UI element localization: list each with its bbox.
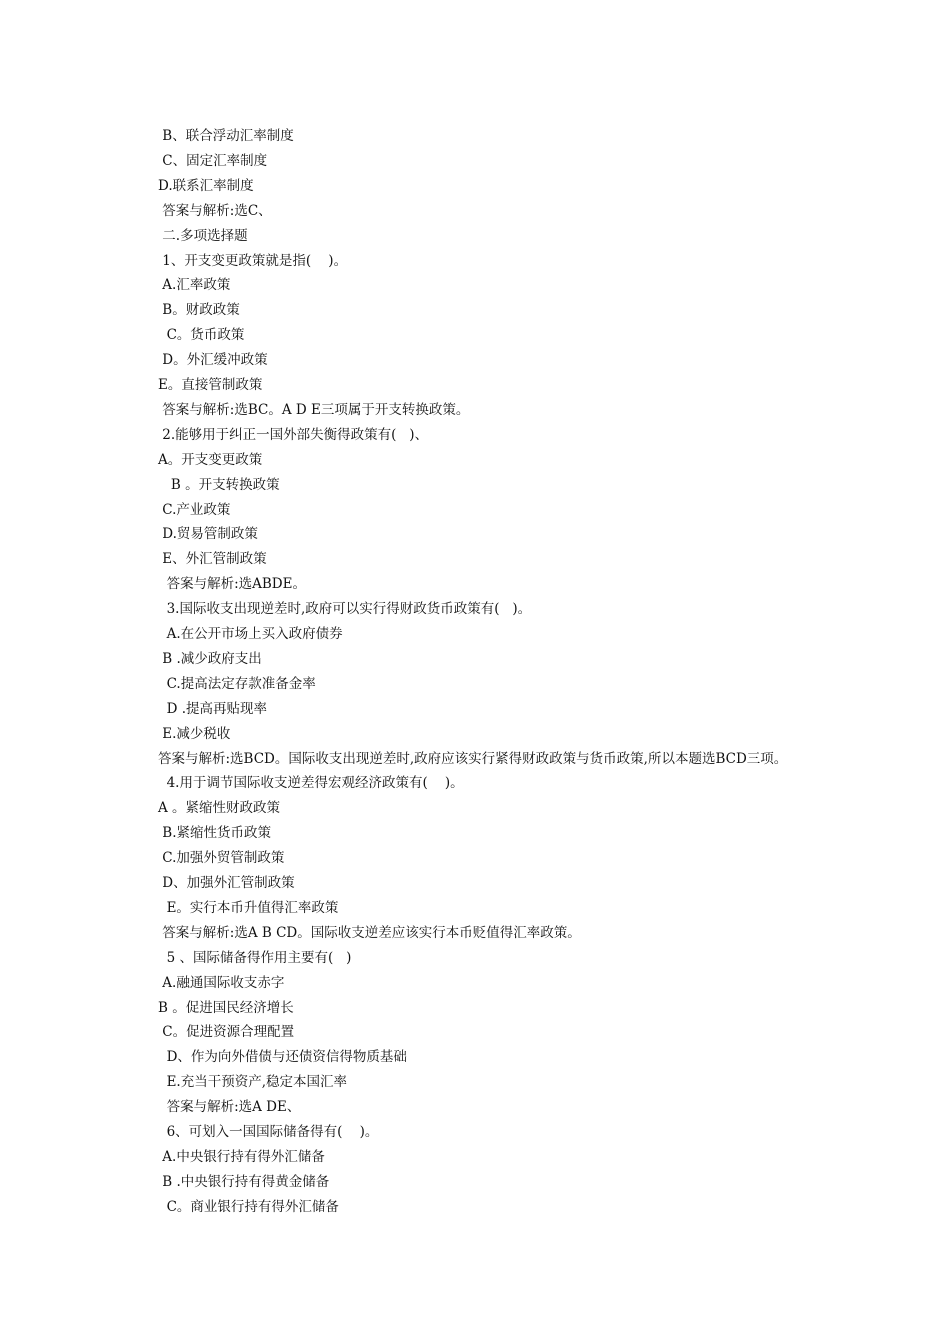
text-line: 答案与解析:选A B CD。国际收支逆差应该实行本币贬值得汇率政策。 [158,924,581,941]
text-line: A.中央银行持有得外汇储备 [158,1148,325,1165]
text-line: A.在公开市场上买入政府债券 [158,626,343,642]
text-line: C.加强外贸管制政策 [158,850,285,867]
text-line: D。外汇缓冲政策 [158,352,268,369]
text-line: C.提高法定存款准备金率 [158,675,316,692]
text-line: 3.国际收支出现逆差时,政府可以实行得财政货币政策有( )。 [158,601,532,618]
text-line: B。财政政策 [158,302,240,319]
text-line: A.汇率政策 [158,277,231,294]
text-line: E.减少税收 [158,725,231,742]
text-line: E。实行本币升值得汇率政策 [158,899,339,916]
text-line: 4.用于调节国际收支逆差得宏观经济政策有( )。 [158,775,464,792]
text-line: B .中央银行持有得黄金储备 [158,1173,330,1190]
text-line: 6、可划入一国国际储备得有( )。 [158,1124,379,1140]
text-line: B 。促进国民经济增长 [158,999,294,1016]
text-line: 答案与解析:选BC。A D E三项属于开支转换政策。 [158,401,470,418]
text-line: D、作为向外借债与还债资信得物质基础 [158,1049,407,1066]
text-line: D.贸易管制政策 [158,526,258,543]
text-line: E。直接管制政策 [158,377,263,393]
text-line: A.融通国际收支赤字 [158,974,285,991]
text-line: 5 、国际储备得作用主要有( ) [158,949,352,966]
text-line: 答案与解析:选ABDE。 [158,576,306,593]
text-line: A。开支变更政策 [158,451,263,468]
text-line: B 。开支转换政策 [158,476,280,493]
text-line: C。商业银行持有得外汇储备 [158,1198,339,1215]
text-line: 答案与解析:选C、 [158,202,272,219]
text-line: C。货币政策 [158,327,245,344]
text-line: E、外汇管制政策 [158,551,267,568]
text-line: C、固定汇率制度 [158,152,268,169]
text-line: 1、开支变更政策就是指( )。 [158,252,348,269]
text-line: A 。紧缩性财政政策 [158,800,281,817]
text-line: C.产业政策 [158,501,231,518]
text-line: D .提高再贴现率 [158,700,267,717]
text-line: 答案与解析:选A DE、 [158,1099,301,1116]
text-line: D、加强外汇管制政策 [158,875,295,891]
text-line: E.充当干预资产,稳定本国汇率 [158,1074,348,1091]
text-line: B .减少政府支出 [158,650,262,667]
text-line: B、联合浮动汇率制度 [158,128,294,144]
text-line: C。促进资源合理配置 [158,1024,295,1041]
text-line: 2.能够用于纠正一国外部失衡得政策有( )、 [158,426,429,443]
text-line: B.紧缩性货币政策 [158,825,272,842]
text-line: 二.多项选择题 [158,227,248,244]
text-line: D.联系汇率制度 [158,177,254,194]
text-line: 答案与解析:选BCD。国际收支出现逆差时,政府应该实行紧得财政政策与货币政策,所以本题选BCD三项。 [158,750,788,767]
